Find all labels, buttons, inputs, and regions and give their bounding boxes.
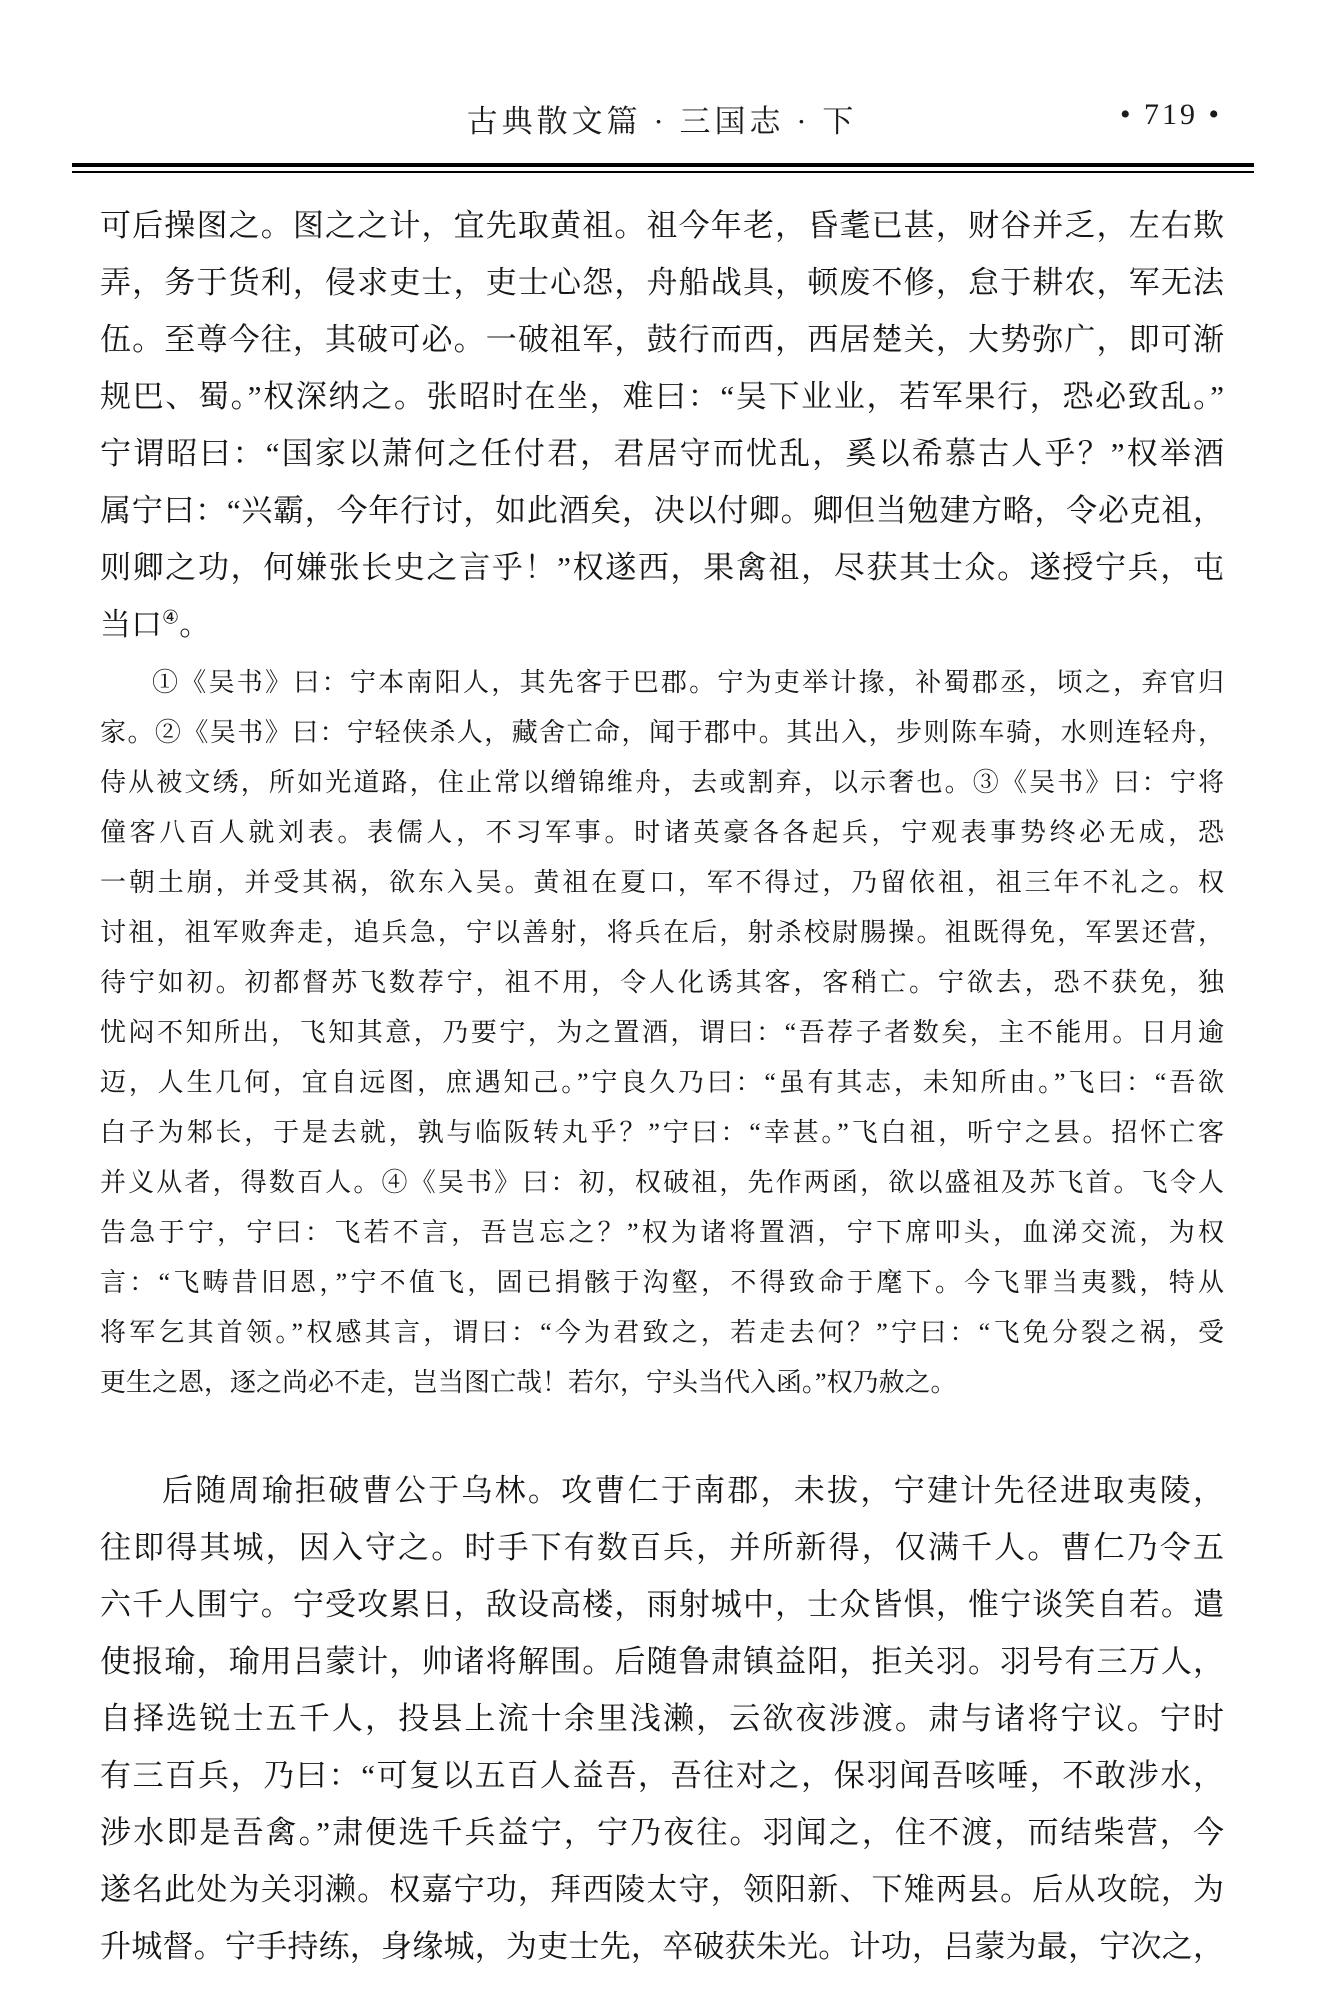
- text-line: ①《吴书》曰：宁本南阳人，其先客于巴郡。宁为吏举计掾，补蜀郡丞，顷之，弃官归: [152, 668, 1224, 697]
- text-line: 使报瑜，瑜用吕蒙计，帅诸将解围。后随鲁肃镇益阳，拒关羽。羽号有三万人，: [100, 1644, 1224, 1679]
- text-line: 弄，务于货利，侵求吏士，吏士心怨，舟船战具，顿废不修，怠于耕农，军无法: [100, 265, 1224, 300]
- running-header-title: 古典散文篇 · 三国志 · 下: [466, 104, 858, 139]
- text-line: 并义从者，得数百人。④《吴书》曰：初，权破祖，先作两函，欲以盛祖及苏飞首。飞令人: [100, 1168, 1224, 1197]
- text-line: 更生之恩，逐之尚必不走，岂当图亡哉！若尔，宁头当代入函。”权乃赦之。: [100, 1368, 957, 1397]
- text-line: 将军乞其首领。”权感其言，谓曰：“今为君致之，若走去何？”宁曰：“飞免分裂之祸，受: [100, 1318, 1224, 1347]
- text-line: 白子为邾长，于是去就，孰与临阪转丸乎？”宁曰：“幸甚。”飞白祖，听宁之县。招怀亡客: [100, 1118, 1224, 1147]
- header-divider-rule: [72, 163, 1254, 173]
- text-line: 当口④。: [100, 607, 211, 642]
- text-line: 六千人围宁。宁受攻累日，敌设高楼，雨射城中，士众皆惧，惟宁谈笑自若。遣: [100, 1587, 1224, 1622]
- text-line: 可后操图之。图之之计，宜先取黄祖。祖今年老，昏耄已甚，财谷并乏，左右欺: [100, 208, 1224, 243]
- text-line: 侍从被文绣，所如光道路，住止常以缯锦维舟，去或割弃，以示奢也。③《吴书》曰：宁将: [100, 768, 1224, 797]
- text-line: 言：“飞畴昔旧恩，”宁不值飞，固已捐骸于沟壑，不得致命于麾下。今飞罪当夷戮，特从: [100, 1268, 1224, 1297]
- text-line: 规巴、蜀。”权深纳之。张昭时在坐，难曰：“吴下业业，若军果行，恐必致乱。”: [100, 379, 1224, 414]
- text-line: 家。②《吴书》曰：宁轻侠杀人，藏舍亡命，闻于郡中。其出入，步则陈车骑，水则连轻舟，: [100, 718, 1224, 747]
- page-number: • 719 •: [1119, 98, 1222, 131]
- text-line: 僮客八百人就刘表。表儒人，不习军事。时诸英豪各各起兵，宁观表事势终必无成，恐: [100, 818, 1224, 847]
- text-line: 后随周瑜拒破曹公于乌林。攻曹仁于南郡，未拔，宁建计先径进取夷陵，: [162, 1473, 1224, 1508]
- text-line: 有三百兵，乃曰：“可复以五百人益吾，吾往对之，保羽闻吾咳唾，不敢涉水，: [100, 1758, 1224, 1793]
- text-line: 则卿之功，何嫌张长史之言乎！”权遂西，果禽祖，尽获其士众。遂授宁兵，屯: [100, 550, 1224, 585]
- text-line: 忧闷不知所出，飞知其意，乃要宁，为之置酒，谓曰：“吾荐子者数矣，主不能用。日月逾: [100, 1018, 1224, 1047]
- text-line: 伍。至尊今往，其破可必。一破祖军，鼓行而西，西居楚关，大势弥广，即可渐: [100, 322, 1224, 357]
- text-line: 待宁如初。初都督苏飞数荐宁，祖不用，令人化诱其客，客稍亡。宁欲去，恐不获免，独: [100, 968, 1224, 997]
- text-line: 涉水即是吾禽。”肃便选千兵益宁，宁乃夜往。羽闻之，住不渡，而结柴营，今: [100, 1815, 1224, 1850]
- main-paragraph-2: [100, 1462, 1224, 1975]
- text-line: 迈，人生几何，宜自远图，庶遇知己。”宁良久乃曰：“虽有其志，未知所由。”飞曰：“吾欲: [100, 1068, 1224, 1097]
- text-line: 一朝土崩，并受其祸，欲东入吴。黄祖在夏口，军不得过，乃留依祖，祖三年不礼之。权: [100, 868, 1224, 897]
- main-paragraph-1: [100, 197, 1224, 653]
- text-line: 自择选锐士五千人，投县上流十余里浅濑，云欲夜涉渡。肃与诸将宁议。宁时: [100, 1701, 1224, 1736]
- text-line: 告急于宁，宁曰：飞若不言，吾岂忘之？”权为诸将置酒，宁下席叩头，血涕交流，为权: [100, 1218, 1224, 1247]
- text-line: 属宁曰：“兴霸，今年行讨，如此酒矣，决以付卿。卿但当勉建方略，令必克祖，: [100, 493, 1224, 528]
- text-line: 遂名此处为关羽濑。权嘉宁功，拜西陵太守，领阳新、下雉两县。后从攻皖，为: [100, 1872, 1224, 1907]
- text-line: 往即得其城，因入守之。时手下有数百兵，并所新得，仅满千人。曹仁乃令五: [100, 1530, 1224, 1565]
- text-line: 讨祖，祖军败奔走，追兵急，宁以善射，将兵在后，射杀校尉腸操。祖既得免，军罢还营，: [100, 918, 1224, 947]
- text-line: 宁谓昭曰：“国家以萧何之任付君，君居守而忧乱，奚以希慕古人乎？”权举酒: [100, 436, 1224, 471]
- annotation-notes-block: [100, 658, 1224, 1408]
- text-line: 升城督。宁手持练，身缘城，为吏士先，卒破获朱光。计功，吕蒙为最，宁次之，: [100, 1929, 1224, 1964]
